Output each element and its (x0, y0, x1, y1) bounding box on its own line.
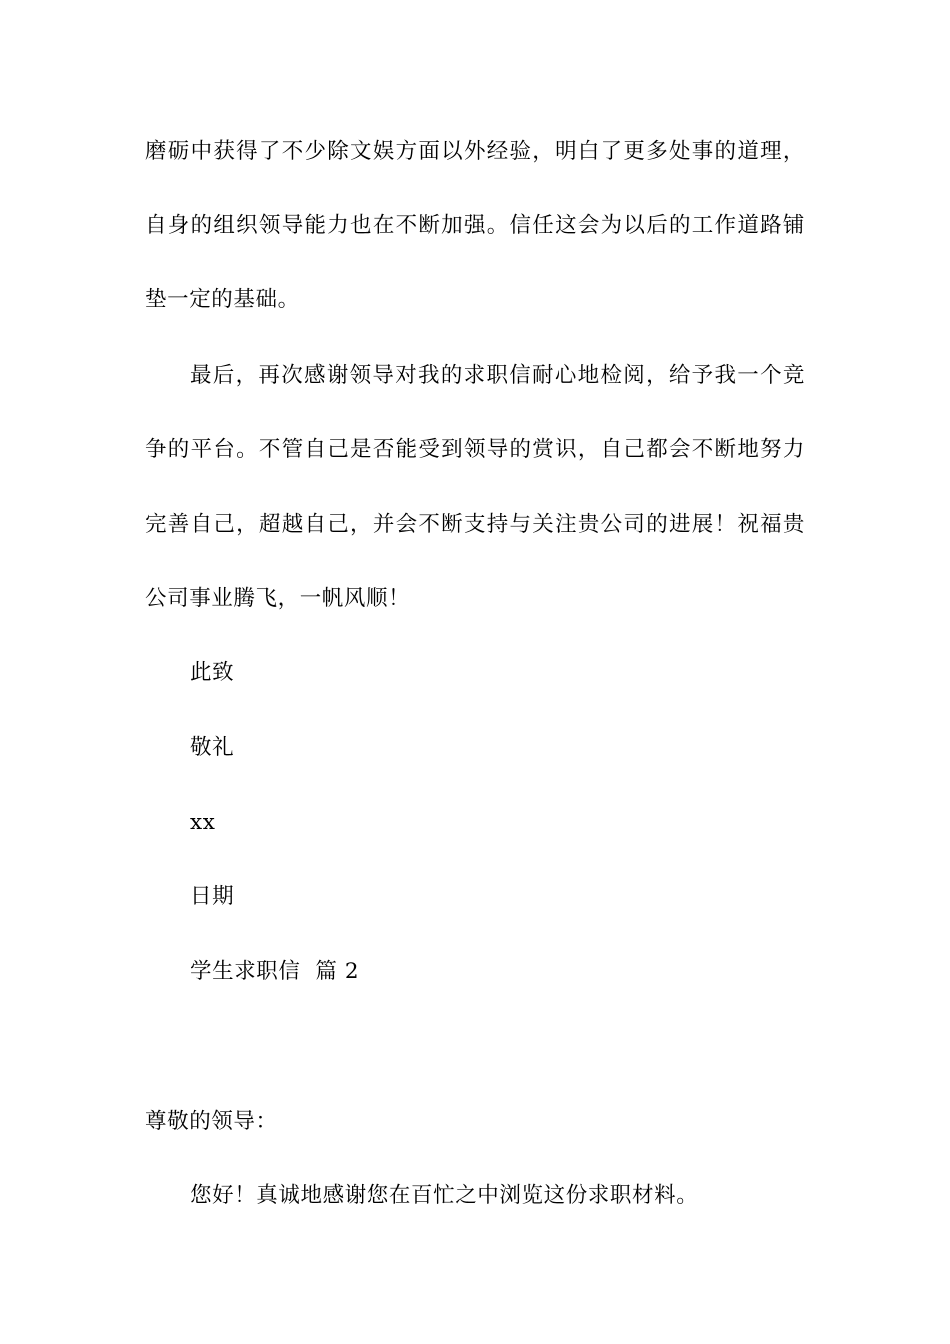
closing-salutation: 此致 (190, 660, 235, 685)
closing-regards: 敬礼 (190, 735, 235, 760)
paragraph-line: 磨砺中获得了不少除文娱方面以外经验，明白了更多处事的道理， (145, 139, 805, 164)
letter-opening: 您好！真诚地感谢您在百忙之中浏览这份求职材料。 (190, 1183, 699, 1208)
date: 日期 (190, 884, 235, 909)
paragraph-line: 公司事业腾飞，一帆风顺！ (145, 586, 411, 611)
letter-greeting: 尊敬的领导： (145, 1109, 278, 1134)
signature: xx (190, 810, 216, 835)
paragraph-line: 自身的组织领导能力也在不断加强。信任这会为以后的工作道路铺 (145, 213, 805, 238)
paragraph-line: 垫一定的基础。 (145, 287, 300, 312)
section-heading: 学生求职信 篇 2 (190, 959, 360, 984)
paragraph-line: 完善自己，超越自己，并会不断支持与关注贵公司的进展！祝福贵 (145, 512, 805, 537)
paragraph-line: 争的平台。不管自己是否能受到领导的赏识，自己都会不断地努力 (145, 437, 805, 462)
paragraph-line: 最后，再次感谢领导对我的求职信耐心地检阅，给予我一个竞 (190, 363, 805, 388)
